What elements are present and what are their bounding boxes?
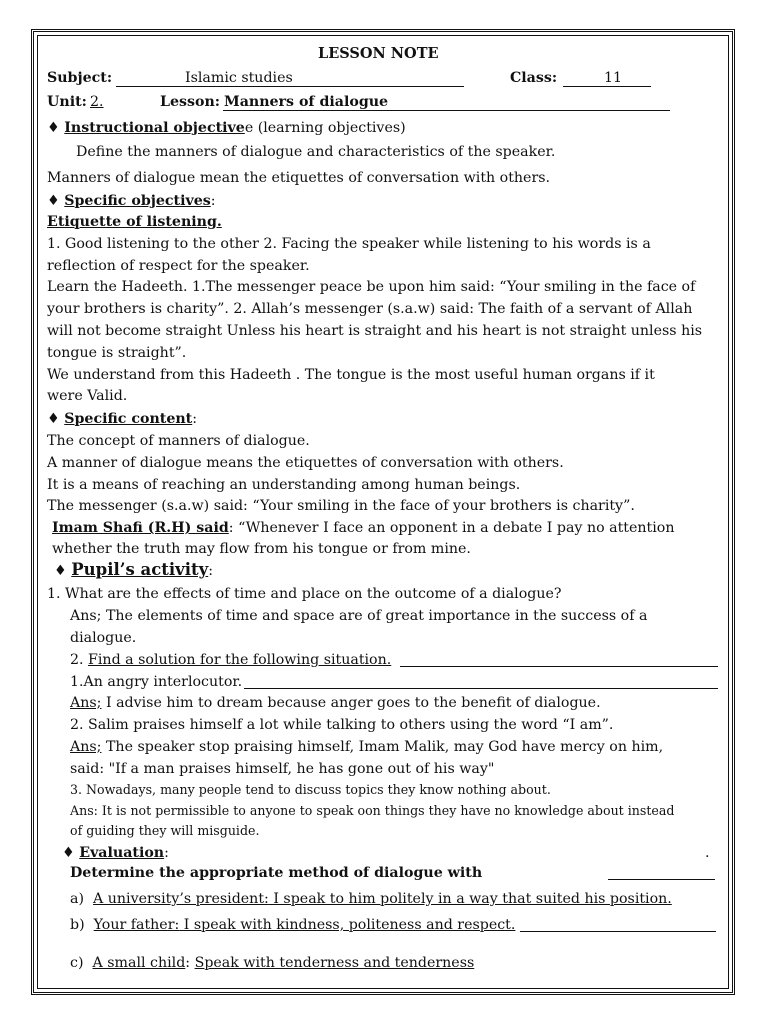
pupil-activity-label: Pupil’s activity — [71, 560, 209, 579]
instructional-heading — [47, 119, 406, 137]
instructional-heading-label: Instructional objective — [64, 120, 245, 136]
content-line-4: The messenger (s.a.w) said: “Your smiling in the face of your brothers is charity”. — [47, 498, 635, 514]
evaluation-item-c-label: A small child — [92, 955, 186, 971]
evaluation-item-b-answer: I speak with kindness, politeness and respect. — [179, 917, 516, 933]
document-title: LESSON NOTE — [318, 45, 439, 62]
objectives-line-3: Learn the Hadeeth. 1.The messenger peace be upon him said: “Your smiling in the face of — [47, 279, 696, 295]
bullet-icon: ♦ — [47, 193, 60, 209]
bullet-icon: ♦ — [47, 411, 60, 427]
evaluation-answer-line — [608, 864, 715, 880]
objectives-line-4: your brothers is charity”. 2. Allah’s messenger (s.a.w) said: The faith of a servant of Allah — [47, 301, 693, 317]
situation-3: 3. Nowadays, many people tend to discuss topics they know nothing about. — [70, 782, 551, 797]
evaluation-label: Evaluation — [79, 845, 165, 861]
bullet-icon: ♦ — [54, 563, 67, 579]
activity-answer-1: Ans; The elements of time and space are of great importance in the success of a — [70, 608, 648, 624]
etiquette-heading: Etiquette of listening. — [47, 214, 222, 230]
lesson-label: Lesson: — [160, 94, 220, 110]
instructional-line-1: Define the manners of dialogue and characteristics of the speaker. — [76, 144, 556, 160]
bullet-icon: ♦ — [47, 120, 60, 136]
lesson-value: Manners of dialogue — [224, 94, 389, 110]
imam-shafi-label: Imam Shafi (R.H) said — [52, 520, 229, 536]
bullet-icon: ♦ — [62, 845, 75, 861]
evaluation-dot: . — [705, 845, 710, 861]
class-value: 11 — [604, 70, 623, 86]
situation-2-answer-2: said: "If a man praises himself, he has gone out of his way" — [70, 761, 495, 777]
situation-1: 1.An angry interlocutor. — [70, 674, 243, 690]
situation-1-answer: Ans; I advise him to dream because anger goes to the benefit of dialogue. — [70, 695, 601, 711]
objectives-line-5: will not become straight Unless his heart is straight and his heart is not straight unless his — [47, 323, 703, 339]
evaluation-item-a-label: A university’s president: — [93, 891, 269, 907]
specific-objectives-heading: ♦ Specific objectives: — [47, 193, 216, 209]
instructional-heading-note: e (learning objectives) — [244, 120, 406, 136]
objectives-line-6: tongue is straight”. — [47, 345, 187, 361]
evaluation-item-a-answer: I speak to him politely in a way that suited his position. — [268, 891, 672, 907]
situation-3-answer-2: of guiding they will misguide. — [70, 823, 260, 838]
pupil-activity-heading: ♦ Pupil’s activity: — [54, 560, 213, 579]
evaluation-item-c: c) A small child: Speak with tenderness and tenderness — [70, 955, 475, 971]
evaluation-item-c-answer: Speak with tenderness and tenderness — [194, 955, 475, 971]
content-line-3: It is a means of reaching an understanding among human beings. — [47, 477, 521, 493]
situation-2: 2. Salim praises himself a lot while talking to others using the word “I am”. — [70, 717, 614, 733]
specific-objectives-label: Specific objectives — [64, 193, 211, 209]
activity-answer-1b: dialogue. — [70, 630, 137, 646]
situation-3-answer: Ans: It is not permissible to anyone to speak oon things they have no knowledge about instead — [70, 803, 675, 818]
specific-content-label: Specific content — [64, 411, 193, 427]
subject-value: Islamic studies — [185, 70, 293, 86]
evaluation-item-b-line — [520, 916, 716, 932]
evaluation-item-a: a) A university’s president: I speak to him politely in a way that suited his position. — [70, 891, 672, 907]
unit-label: Unit: — [47, 94, 87, 110]
instructional-line-2: Manners of dialogue mean the etiquettes of conversation with others. — [47, 170, 551, 186]
subject-label: Subject: — [47, 70, 113, 86]
answer-line-2 — [244, 673, 718, 689]
content-line-1: The concept of manners of dialogue. — [47, 433, 310, 449]
objectives-line-2: reflection of respect for the speaker. — [47, 258, 310, 274]
class-label: Class: — [510, 70, 558, 86]
evaluation-heading: ♦ Evaluation: — [62, 845, 169, 861]
evaluation-item-b-label: Your father: — [93, 917, 180, 933]
specific-content-heading: ♦ Specific content: — [47, 411, 198, 427]
objectives-line-8: were Valid. — [47, 388, 128, 404]
imam-shafi-quote-2: whether the truth may flow from his tongue or from mine. — [52, 541, 471, 557]
evaluation-item-b: b) Your father: I speak with kindness, politeness and respect. — [70, 917, 516, 933]
situation-2-answer: Ans; The speaker stop praising himself, Imam Malik, may God have mercy on him, — [70, 739, 664, 755]
content-line-2: A manner of dialogue means the etiquettes of conversation with others. — [47, 455, 564, 471]
unit-value: 2. — [90, 94, 104, 110]
activity-question-2: 2. Find a solution for the following situation. — [70, 652, 392, 668]
evaluation-prompt: Determine the appropriate method of dialogue with — [70, 865, 483, 881]
answer-line-1 — [400, 651, 718, 667]
imam-shafi-quote: Imam Shafi (R.H) said: “Whenever I face an opponent in a debate I pay no attention — [52, 520, 675, 536]
activity-question-1: 1. What are the effects of time and place on the outcome of a dialogue? — [47, 586, 562, 602]
objectives-line-7: We understand from this Hadeeth . The tongue is the most useful human organs if it — [47, 367, 655, 383]
objectives-line-1: 1. Good listening to the other 2. Facing the speaker while listening to his words is a — [47, 236, 651, 252]
